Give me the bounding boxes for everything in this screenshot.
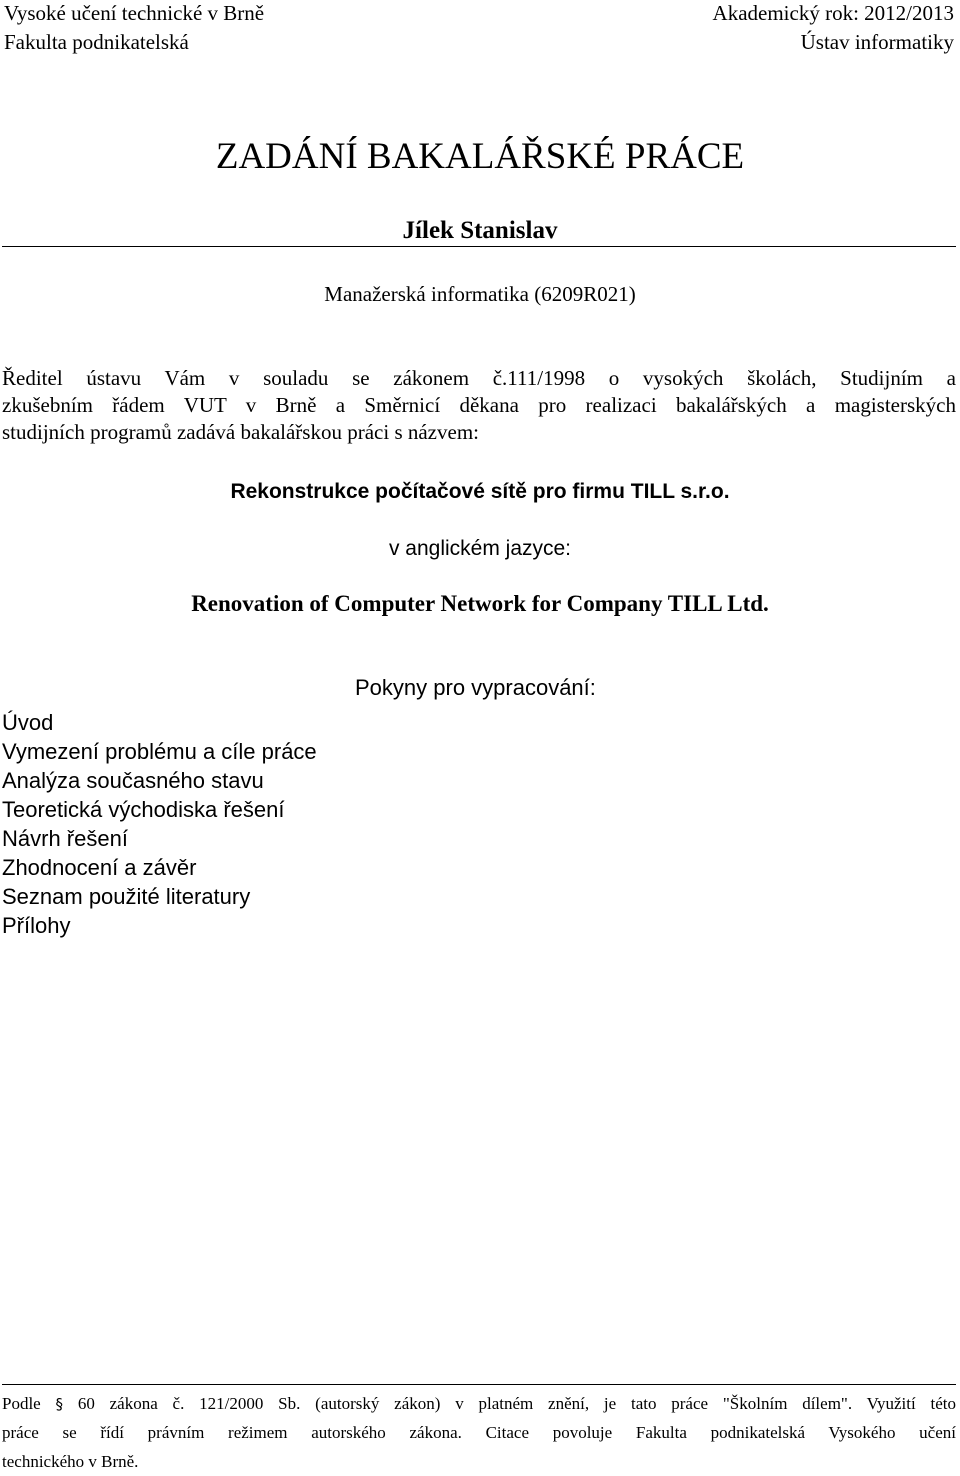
outline-item: Úvod [2,710,54,735]
institute-name: Ústav informatiky [800,30,954,54]
outline-item: Přílohy [2,913,71,938]
outline-item: Seznam použité literatury [2,884,251,909]
student-name: Jílek Stanislav [402,217,558,244]
footnote-divider [2,1384,956,1385]
intro-line: studijních programů zadává bakalářskou práci s názvem: [2,420,479,444]
study-program: Manažerská informatika (6209R021) [324,282,636,306]
thesis-outline [2,708,317,940]
thesis-title-czech: Rekonstrukce počítačové sítě pro firmu TILL s.r.o. [230,480,730,503]
intro-line: zkušebním řádem VUT v Brně a Směrnicí děkana pro realizaci bakalářských a magisterských [2,393,956,417]
english-label: v anglickém jazyce: [388,537,572,560]
academic-year: Akademický rok: 2012/2013 [712,1,954,25]
instructions-heading: Pokyny pro vypracování: [355,675,596,700]
footnote-line: technického v Brně. [2,1452,139,1471]
assignment-intro [2,365,956,446]
outline-item: Teoretická východiska řešení [2,797,285,822]
footnote-line: práce se řídí právním režimem autorského zákona. Citace povoluje Fakulta podnikatelská Vysokého učení [2,1423,956,1442]
faculty-name: Fakulta podnikatelská [4,30,189,54]
outline-item: Zhodnocení a závěr [2,855,197,880]
university-name: Vysoké učení technické v Brně [4,1,265,25]
outline-item: Analýza současného stavu [2,768,264,793]
section-symbol: § [55,1395,64,1413]
footnote-line [2,1389,956,1418]
document-title: ZADÁNÍ BAKALÁŘSKÉ PRÁCE [215,136,745,177]
author-divider [2,246,956,247]
outline-item: Vymezení problému a cíle práce [2,739,317,764]
copyright-footnote [2,1389,956,1476]
intro-line: Ředitel ústavu Vám v souladu se zákonem č.111/1998 o vysokých školách, Studijním a [2,366,956,390]
thesis-title-english: Renovation of Computer Network for Company TILL Ltd. [191,591,769,616]
footnote-text: 60 zákona č. 121/2000 Sb. (autorský zákon) v platném znění, je tato práce "Školním dílem". Využití této [77,1394,956,1413]
outline-item: Návrh řešení [2,826,128,851]
footnote-prefix: Podle [2,1394,41,1413]
